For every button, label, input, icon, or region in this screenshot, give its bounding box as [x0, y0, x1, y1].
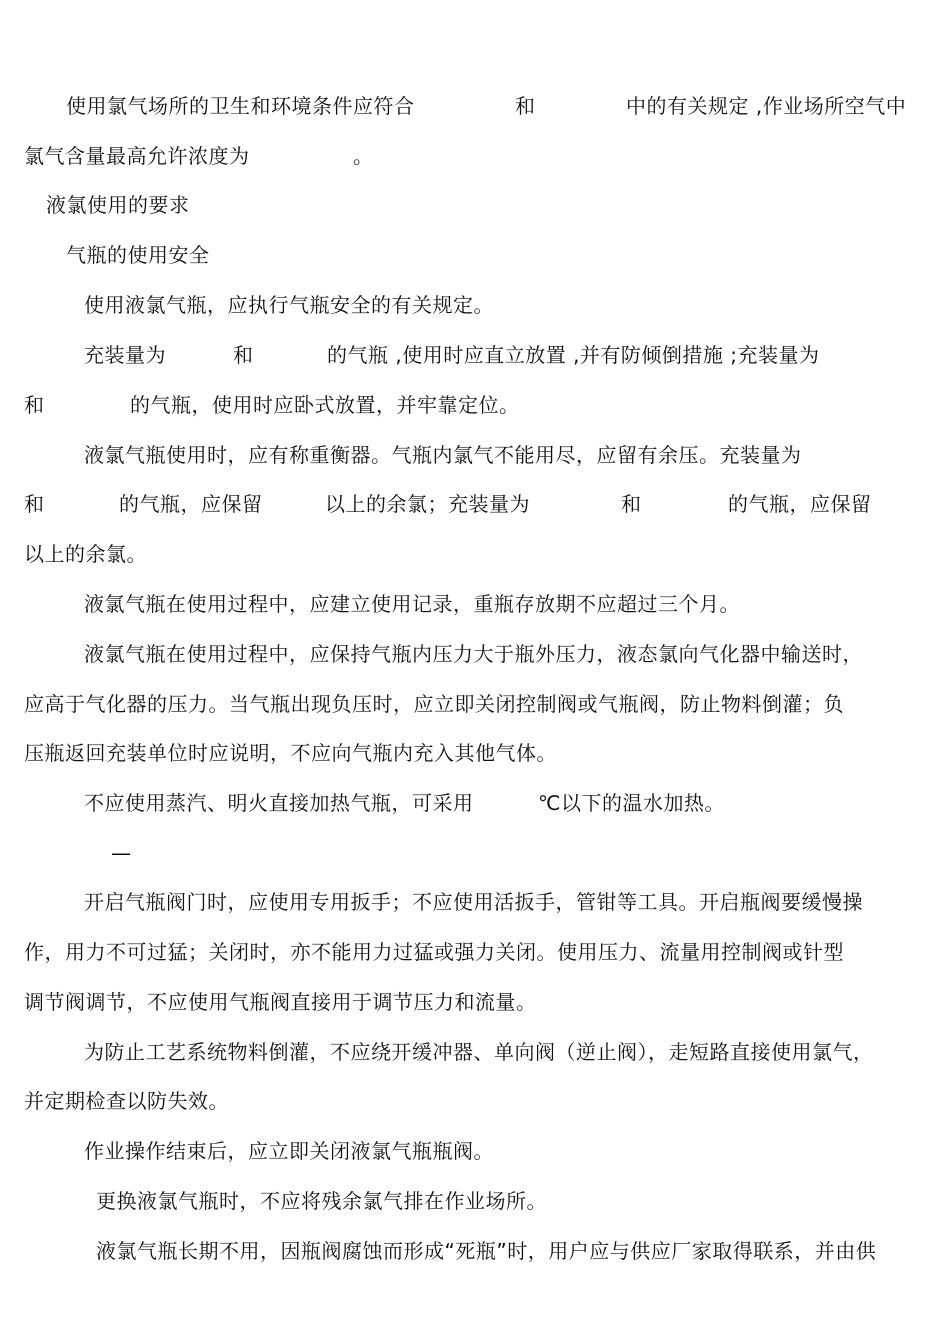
- section-heading: 液氯使用的要求: [46, 193, 190, 217]
- text-line: 更换液氯气瓶时，不应将残余氯气排在作业场所。: [96, 1189, 547, 1213]
- text-line: 作业操作结束后，应立即关闭液氯气瓶瓶阀。: [84, 1139, 494, 1163]
- text-line: 压瓶返回充装单位时应说明，不应向气瓶内充入其他气体。: [24, 741, 557, 765]
- text-line: 的气瓶，应保留: [728, 492, 872, 516]
- text-line: 和: [24, 393, 45, 417]
- text-line: 调节阀调节，不应使用气瓶阀直接用于调节压力和流量。: [24, 990, 537, 1014]
- text-line: 液氯气瓶在使用过程中，应保持气瓶内压力大于瓶外压力，液态氯向气化器中输送时，: [84, 642, 863, 666]
- text-line: 液氯气瓶长期不用，因瓶阀腐蚀而形成“死瓶”时，用户应与供应厂家取得联系，并由供: [96, 1239, 877, 1263]
- text-line: 和: [233, 343, 254, 367]
- text-line: 氯气含量最高允许浓度为: [24, 144, 250, 168]
- text-line: 中的有关规定 ,作业场所空气中: [626, 94, 907, 118]
- text-line: 为防止工艺系统物料倒灌，不应绕开缓冲器、单向阀（逆止阀），走短路直接使用氯气，: [84, 1040, 874, 1064]
- text-line: 开启气瓶阀门时，应使用专用扳手；不应使用活扳手，管钳等工具。开启瓶阀要缓慢操: [84, 890, 863, 914]
- text-line: 液氯气瓶使用时，应有称重衡器。气瓶内氯气不能用尽，应留有余压。充装量为: [84, 443, 802, 467]
- text-line: 应高于气化器的压力。当气瓶出现负压时，应立即关闭控制阀或气瓶阀，防止物料倒灌；负: [24, 692, 844, 716]
- text-line: 的气瓶 ,使用时应直立放置 ,并有防倾倒措施 ;充装量为: [327, 343, 820, 367]
- text-line: 和: [515, 94, 536, 118]
- subsection-heading: 气瓶的使用安全: [66, 243, 210, 267]
- text-line: 作，用力不可过猛；关闭时，亦不能用力过猛或强力关闭。使用压力、流量用控制阀或针型: [24, 940, 844, 964]
- text-line: 以上的余氯；充装量为: [325, 492, 530, 516]
- text-line: 不应使用蒸汽、明火直接加热气瓶，可采用: [84, 791, 474, 815]
- text-line: 的气瓶，使用时应卧式放置，并牢靠定位。: [130, 393, 520, 417]
- dash-mark: —: [111, 841, 132, 865]
- text-line: 使用氯气场所的卫生和环境条件应符合: [66, 94, 415, 118]
- text-line: 并定期检查以防失效。: [24, 1089, 229, 1113]
- text-line: 以上的余氯。: [24, 542, 147, 566]
- text-line: ℃以下的温水加热。: [538, 791, 725, 815]
- text-line: 充装量为: [84, 343, 166, 367]
- text-line: 的气瓶，应保留: [119, 492, 263, 516]
- text-line: 和: [621, 492, 642, 516]
- text-line: 使用液氯气瓶，应执行气瓶安全的有关规定。: [84, 293, 494, 317]
- text-line: 和: [24, 492, 45, 516]
- text-line: 。: [353, 144, 374, 168]
- text-line: 液氯气瓶在使用过程中，应建立使用记录，重瓶存放期不应超过三个月。: [84, 592, 740, 616]
